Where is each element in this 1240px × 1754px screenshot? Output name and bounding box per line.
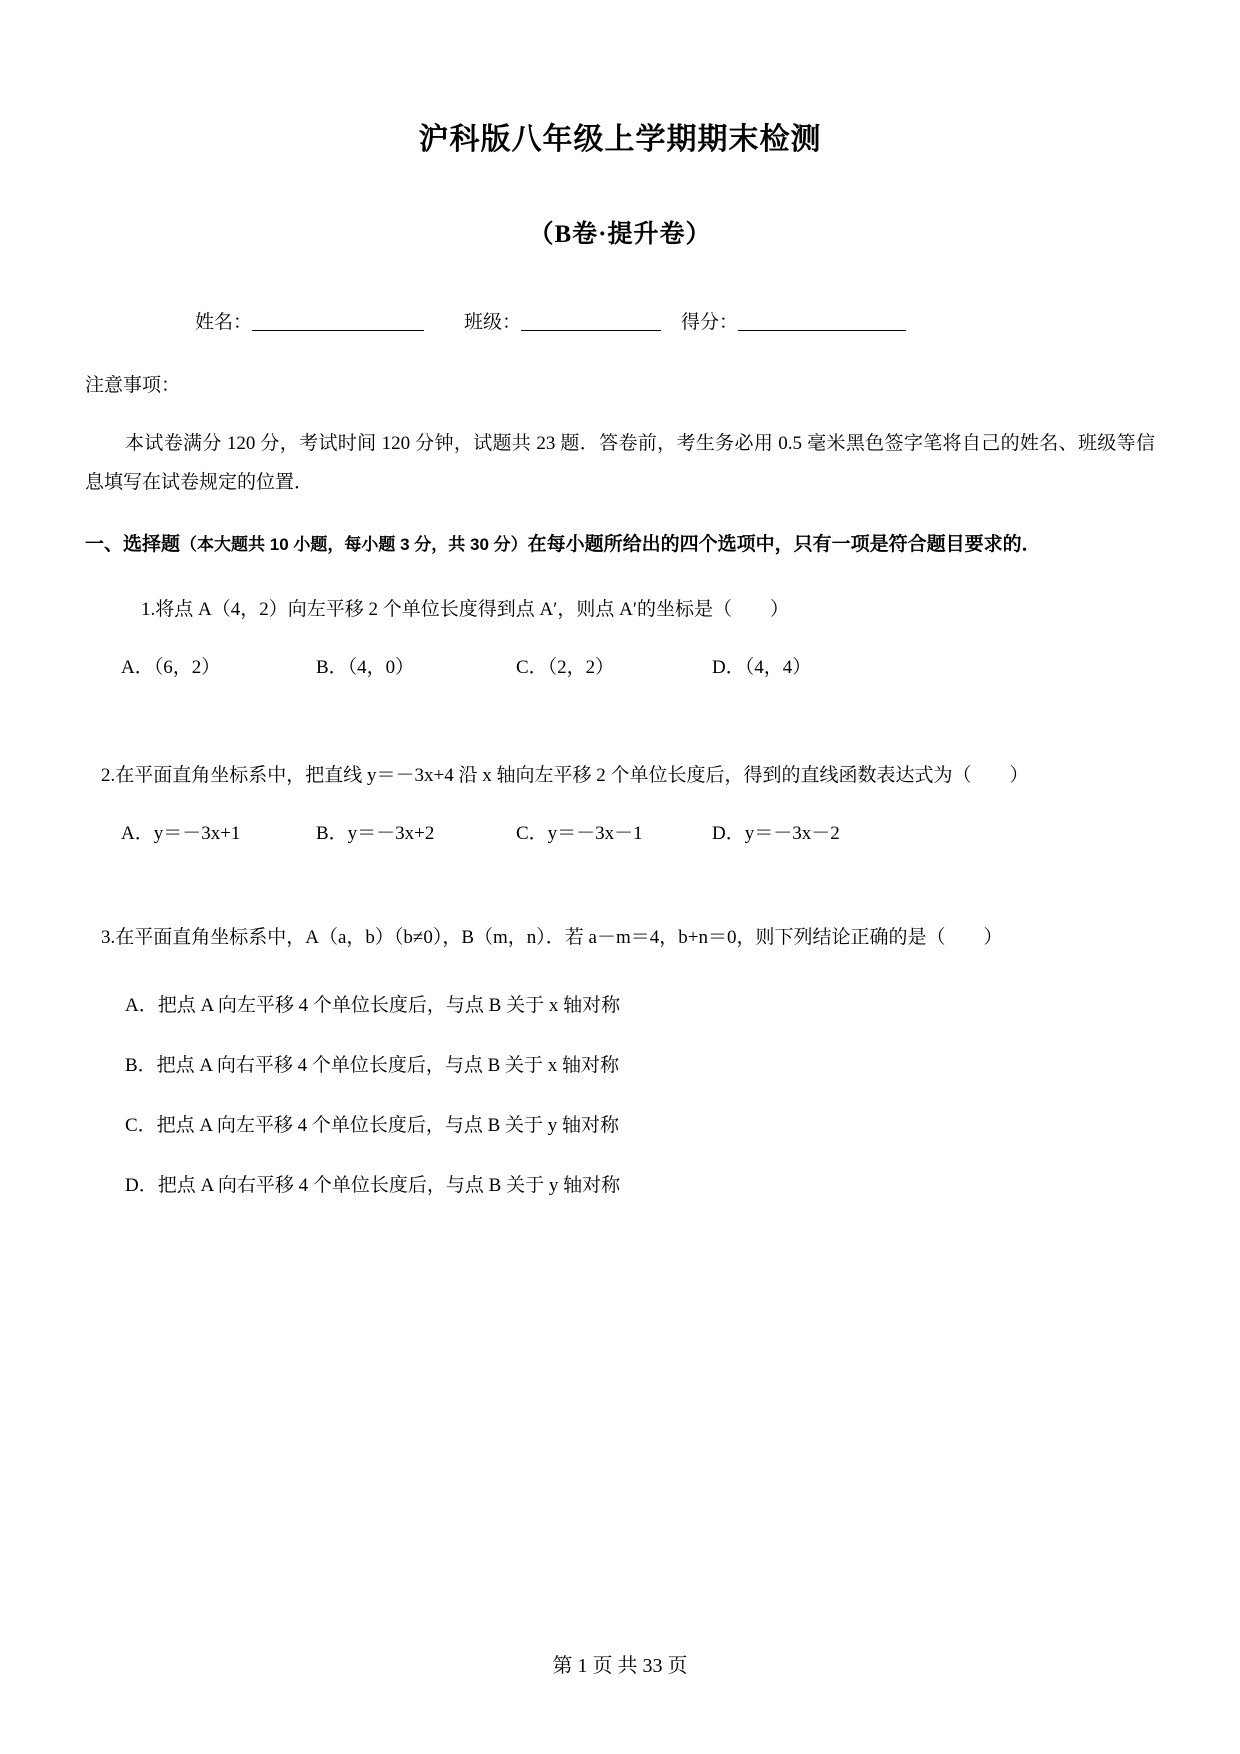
- question-2-option-a[interactable]: A．y＝－3x+1: [121, 823, 241, 845]
- question-1-option-c[interactable]: C．（2，2）: [516, 657, 615, 679]
- class-label: 班级：: [464, 312, 522, 333]
- question-2-number: 2.: [101, 765, 116, 787]
- section-instruction: 在每小题所给出的四个选项中，只有一项是符合题目要求的．: [527, 534, 1041, 556]
- question-3: [85, 853, 1155, 957]
- question-2-option-b[interactable]: B．y＝－3x+2: [316, 823, 435, 845]
- page-title: 沪科版八年级上学期期末检测: [418, 123, 822, 156]
- question-1-number: 1.: [141, 599, 156, 621]
- notice-heading: 注意事项：: [85, 374, 181, 396]
- name-field[interactable]: [195, 312, 424, 335]
- question-2: [85, 687, 1155, 795]
- page-subtitle: （B卷·提升卷）: [528, 221, 712, 248]
- score-field[interactable]: [681, 312, 906, 335]
- question-3-option-a[interactable]: A．把点 A 向左平移 4 个单位长度后，与点 B 关于 x 轴对称: [125, 995, 621, 1017]
- question-3-number: 3.: [101, 927, 116, 949]
- question-1-options: [85, 629, 1155, 687]
- student-info-row: [85, 250, 1155, 335]
- score-label: 得分：: [681, 312, 739, 333]
- score-blank[interactable]: [738, 330, 906, 331]
- notice-body: 本试卷满分 120 分，考试时间 120 分钟，试题共 23 题．答卷前，考生务必用 0.5 毫米黑色签字笔将自己的姓名、班级等信息填写在试卷规定的位置．: [85, 432, 1155, 494]
- page-footer: 第 1 页 共 33 页: [552, 1655, 688, 1677]
- question-3-option-c[interactable]: C．把点 A 向左平移 4 个单位长度后，与点 B 关于 y 轴对称: [125, 1115, 620, 1137]
- question-1-stem: 将点 A（4，2）向左平移 2 个单位长度得到点 A′，则点 A′的坐标是（ ）: [155, 599, 789, 621]
- question-1: [85, 565, 1155, 629]
- section-heading: [85, 503, 1155, 565]
- question-3-option-d[interactable]: D．把点 A 向右平移 4 个单位长度后，与点 B 关于 y 轴对称: [125, 1175, 621, 1197]
- question-1-option-d[interactable]: D．（4，4）: [712, 657, 812, 679]
- name-blank[interactable]: [252, 330, 424, 331]
- question-3-stem: 在平面直角坐标系中，A（a，b）（b≠0），B（m，n）．若 a－m＝4，b+n＝0，则下列结论正确的是（ ）: [115, 927, 1003, 949]
- question-1-option-b[interactable]: B．（4，0）: [316, 657, 415, 679]
- class-blank[interactable]: [521, 330, 661, 331]
- question-1-option-a[interactable]: A．（6，2）: [121, 657, 221, 679]
- section-label: 一、选择题: [85, 534, 181, 556]
- class-field[interactable]: [464, 312, 661, 335]
- question-3-option-b[interactable]: B．把点 A 向右平移 4 个单位长度后，与点 B 关于 x 轴对称: [125, 1055, 620, 1077]
- name-label: 姓名：: [195, 312, 253, 333]
- section-spec: （本大题共 10 小题，每小题 3 分，共 30 分）: [180, 535, 528, 555]
- question-2-option-c[interactable]: C．y＝－3x－1: [516, 823, 643, 845]
- question-2-stem: 在平面直角坐标系中，把直线 y＝－3x+4 沿 x 轴向左平移 2 个单位长度后，得到的直线函数表达式为（ ）: [115, 765, 1029, 787]
- question-2-option-d[interactable]: D．y＝－3x－2: [712, 823, 840, 845]
- question-2-options: [85, 795, 1155, 853]
